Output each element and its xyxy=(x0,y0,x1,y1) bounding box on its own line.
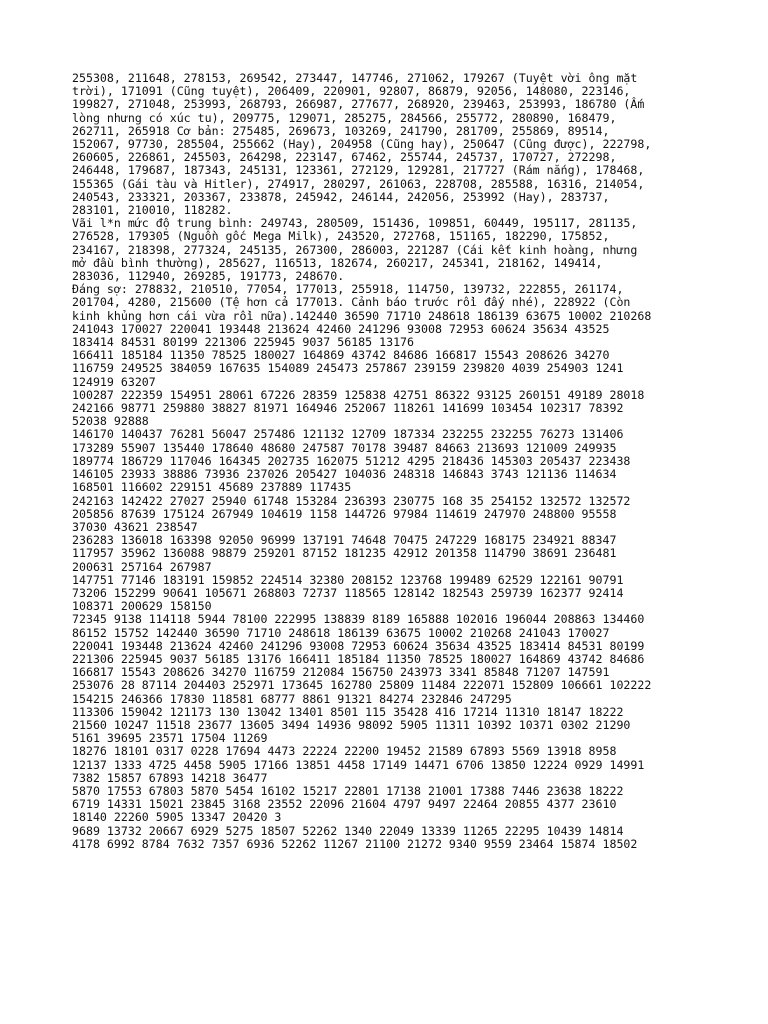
paragraph-2: Vãi l*n mức độ trung bình: 249743, 280509, 151436, 109851, 60449, 195117, 281135, 276528, 179305 (Nguồn gốc Mega Milk), 243520, 272768, 151165, 182290, 175852, 234167, 218398, 277324, 245135, 267300, 286003, 221287 (Cái kết kinh hoàng, nhưng mở đầu bình thường), 285627, 116513, 182674, 260217, 245341, 218162, 149414, 283036, 112940, 269285, 191773, 248670. xyxy=(72,216,638,284)
paragraph-14: 9689 13732 20667 6929 5275 18507 52262 1340 22049 13339 11265 22295 10439 14814 4178 6992 8784 7632 7357 6936 52262 11267 21100 21272 9340 9559 23464 15874 18502 xyxy=(72,823,638,851)
paragraph-10: 72345 9138 114118 5944 78100 222995 138839 8189 165888 102016 196044 208863 134460 86152 15752 142440 36590 71710 248618 186139 63675 10002 210268 241043 170027 220041 193448 213624 42460 241296 93008 72953 60624 35634 43525 183414 84531 80199 221306 225945 9037 56185 13176 166411 185184 11350 78525 180027 164869 43742 84686 166817 15543 208626 34270 116759 212084 156750 243973 3341 85848 71207 147591 253076 28 87114 204403 252971 173645 162780 25809 11484 222071 152809 106661 102222 154215 246366 17830 118581 68777 8861 91321 84274 232846 247295 xyxy=(72,612,652,706)
document-page xyxy=(72,72,696,851)
paragraph-4: 166411 185184 11350 78525 180027 164869 43742 84686 166817 15543 208626 34270 116759 249525 384059 167635 154089 245473 257867 239159 239820 4039 254903 1241 124919 63207 xyxy=(72,348,624,389)
paragraph-12: 18276 18101 0317 0228 17694 4473 22224 22200 19452 21589 67893 5569 13918 8958 12137 1333 4725 4458 5905 17166 13851 4458 17149 14471 6706 13850 12224 0929 14991 7382 15857 67893 14218 36477 xyxy=(72,744,645,785)
paragraph-6: 146170 140437 76281 56047 257486 121132 12709 187334 232255 232255 76273 131406 173289 55907 135440 178640 48680 247587 70178 39487 84663 213693 121009 249935 189774 186729 117046 164345 202735 162075 51212 4295 218436 145303 205437 223438 146105 23933 38886 73936 237026 205427 104036 248318 146843 3743 121136 114634 168501 116602 229151 45689 237889 117435 xyxy=(72,427,631,495)
paragraph-13: 5870 17553 67803 5870 5454 16102 15217 22801 17138 21001 17388 7446 23638 18222 6719 14331 15021 23845 3168 23552 22096 21604 4797 9497 22464 20855 4377 23610 18140 22260 5905 13347 20420 3 xyxy=(72,783,624,825)
paragraph-8: 236283 136018 163398 92050 96999 137191 74648 70475 247229 168175 234921 88347 117957 35962 136088 98879 259201 87152 181235 42912 201358 114790 38691 236481 200631 257164 267987 xyxy=(72,533,617,574)
paragraph-3: Đáng sợ: 278832, 210510, 77054, 177013, 255918, 114750, 139732, 222855, 261174, 201704, 4280, 215600 (Tệ hơn cả 177013. Cảnh báo trước rồi đấy nhé), 228922 (Còn kinh khủng hơn cái vừa rồi nữa).142440 36590 71710 248618 186139 63675 10002 210268 241043 170027 220041 193448 213624 42460 241296 93008 72953 60624 35634 43525 183414 84531 80199 221306 225945 9037 56185 13176 xyxy=(72,282,652,350)
paragraph-1: 255308, 211648, 278153, 269542, 273447, 147746, 271062, 179267 (Tuyệt vời ông mặt trời), 171091 (Cũng tuyệt), 206409, 220901, 92807, 86879, 92056, 148080, 223146, 199827, 271048, 253993, 268793, 266987, 277677, 268920, 239463, 253993, 186780 (Ấm lòng nhưng có xúc tu), 209775, 129071, 285275, 284566, 255772, 280890, 168479, 262711, 265918 Cơ bản: 275485, 269673, 103269, 241790, 281709, 255869, 89514, 152067, 97730, 285504, 255662 (Hay), 204958 (Cũng hay), 250647 (Cũng được), 222798, 260605, 226861, 245503, 264298, 223147, 67462, 255744, 245737, 170727, 272298, 246448, 179687, 187343, 245131, 123361, 272129, 129281, 217727 (Rám nắng), 178468, 155365 (Gái tàu và Hitler), 274917, 280297, 261063, 228708, 285588, 16316, 214054, 240543, 233321, 203367, 233878, 245942, 246144, 242056, 253992 (Hay), 283737, 283101, 210010, 118282. xyxy=(72,71,652,218)
paragraph-9: 147751 77146 183191 159852 224514 32380 208152 123768 199489 62529 122161 90791 73206 152299 90641 105671 268803 72737 118565 128142 182543 259739 162377 92414 108371 200629 158150 xyxy=(72,572,624,614)
paragraph-7: 242163 142422 27027 25940 61748 153284 236393 230775 168 35 254152 132572 132572 205856 87639 175124 267949 104619 1158 144726 97984 114619 247970 248800 95558 37030 43621 238547 xyxy=(72,493,631,534)
paragraph-5: 100287 222359 154951 28061 67226 28359 125838 42751 86322 93125 260151 49189 28018 242166 98771 259880 38827 81971 164946 252067 118261 141699 103454 102317 78392 52038 92888 xyxy=(72,387,645,429)
paragraph-11: 113306 159042 121173 130 13042 13401 8501 115 35428 416 17214 11310 18147 18222 21560 10247 11518 23677 13605 3494 14936 98092 5905 11311 10392 10371 0302 21290 5161 39695 23571 17504 11269 xyxy=(72,704,631,746)
